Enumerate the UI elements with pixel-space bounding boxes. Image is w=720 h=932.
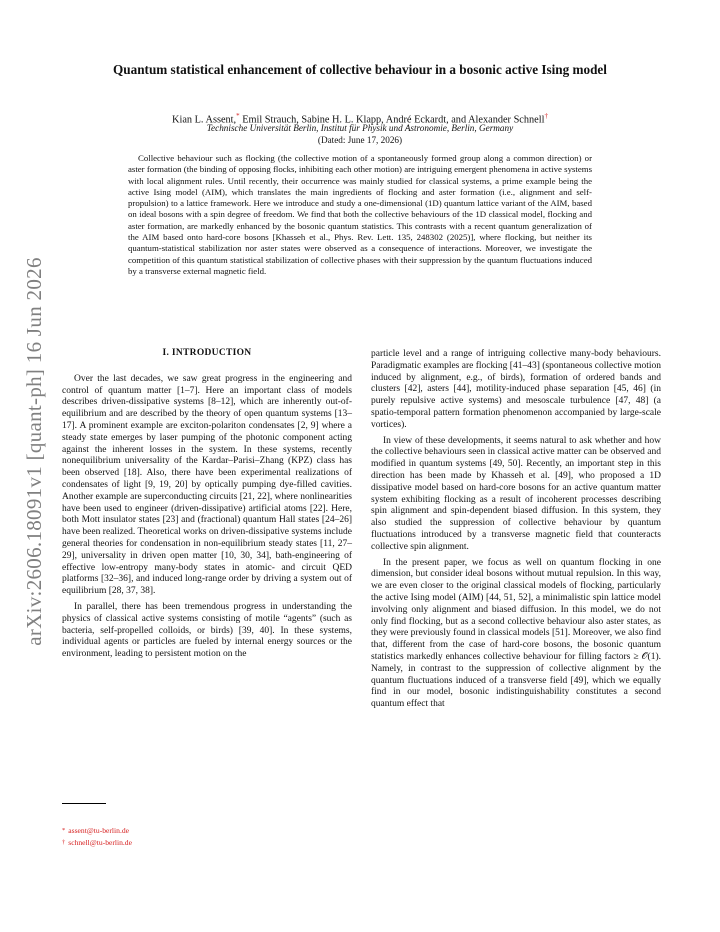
abstract: Collective behaviour such as flocking (the collective motion of a spontaneously formed group along a common direction) or aster formation (the binding of opposing flocks, inhibiting each other motion) are intriguing emergent phenomena in active systems with local alignment rules. Until recently, their occurrence was mainly studied for classical systems, a prime example being the active Ising model (AIM), which translates the main ingredients of flocking and aster formation (i.e., alignment and self-propulsion) to a lattice framework. Here we introduce and study a one-dimensional (1D) quantum lattice variant of the AIM, based on ideal bosons with a spin degree of freedom. We find that both the collective behaviours of the 1D classical model, flocking and aster formation, are markedly enhanced by the bosonic quantum statistics. This contrasts with a recent quantum generalization of the AIM based onto hard-core bosons [Khasseh et al., Phys. Rev. Lett. 135, 248302 (2025)], where flocking, but neither its quantum-statistical stabilization nor aster states were observed as a consequence of interactions. Moreover, we investigate the competition of this quantum statistical stabilization of collective phases with their suppression by the quantum fluctuations induced by a transverse external magnetic field. — [128, 153, 592, 276]
author-mark-2: † — [544, 112, 548, 120]
author-mark-1: * — [236, 112, 240, 120]
email-link[interactable]: assent@tu-berlin.de — [68, 826, 130, 835]
email-link[interactable]: schnell@tu-berlin.de — [68, 838, 132, 847]
author-rest: Emil Strauch, Sabine H. L. Klapp, André Eckardt, and Alexander Schnell — [239, 114, 545, 126]
paper-title: Quantum statistical enhancement of collective behaviour in a bosonic active Ising model — [113, 62, 607, 77]
footnote-divider — [62, 803, 106, 804]
footnote-2 — [62, 838, 132, 848]
right-column — [371, 349, 661, 715]
arxiv-identifier-text: arXiv:2606.18091v1 [quant-ph] 16 Jun 2026 — [21, 256, 46, 646]
footnote-mark: * — [62, 827, 66, 834]
left-column — [62, 344, 352, 665]
paragraph-continued: particle level and a range of intriguing collective many-body behaviours. Paradigmatic examples are flocking [41–43] (spontaneous collective motion induced by alignment, e.g., of birds), formation of ordered bands and clusters [42], asters [44], motility-induced phase separation [45, 46] (in purely repulsive active systems) and mesoscale turbulence [47, 48] (a spatio-temporal pattern formation phenomenon accompanied by large-scale vortices). — [371, 349, 661, 430]
footnote-mark: † — [62, 839, 66, 846]
arxiv-identifier — [23, 246, 45, 656]
date-line: (Dated: June 17, 2026) — [317, 135, 403, 145]
paragraph-intro-1: Over the last decades, we saw great progress in the engineering and control of quantum matter [1–7]. Here an important class of models describes driven-dissipative systems [8–12], which are inherently out-of-equilibrium and are described by the theory of open quantum systems [13–17]. A prominent example are exciton-polariton condensates [2, 9] where a steady state emerges by laser pumping of the photonic component acting against the inherent losses in the system. In these systems, recently nonequilibrium universality of the Kardar–Parisi–Zhang (KPZ) class has been observed [18]. Also, there have been experimental realizations of condensates of light [9, 19, 20] by optically pumping dye-filled cavities. Another example are superconducting circuits [21, 22], where nonlinearities have been used to engineer (driven-dissipative) artificial atoms [22]. Here, both Mott insulator states [23] and (fractional) quantum Hall states [24–26] have been realized. Theoretical works on driven-dissipative systems include general theories for condensation in non-equilibrium steady states [11, 27–29], universality in driven open matter [10, 30, 34], bath-engineering of effective low-entropy many-body states in atomic- and circuit QED platforms [32–36], and induced long-range order by driving a system out of equilibrium [28, 37, 38]. — [62, 373, 352, 597]
affiliation: Technische Universität Berlin, Institut für Physik und Astronomie, Berlin, Germany — [206, 123, 514, 133]
paragraph-intro-3: In view of these developments, it seems natural to ask whether and how the collective behaviours seen in classical active matter can be observed and modified in quantum systems [49, 50]. Recently, an important step in this direction has been made by Khasseh et al. [49], who proposed a 1D dissipative model based on hard-core bosons for an active quantum matter system exhibiting flocking as a result of incoherent processes describing spin alignment and spin-dependent biased diffusion. In this system, they also studied the suppression of collective behaviour by quantum fluctuations introduced by a transverse magnetic field that counteracts collective spin alignment. — [371, 435, 661, 552]
paragraph-intro-2: In parallel, there has been tremendous progress in understanding the physics of classical active systems consisting of motile “agents” (such as bacteria, self-propelled colloids, or birds) [39, 40]. In these systems, individual agents or particles are fueled by internal energy sources or the environment, leading to persistent motion on the — [62, 601, 352, 660]
section-heading: I. INTRODUCTION — [162, 348, 252, 358]
paragraph-intro-4: In the present paper, we focus as well on quantum flocking in one dimension, but consider ideal bosons without mutual repulsion. In this way, we are even closer to the original classical models of flocking, particularly the active Ising model (AIM) [44, 51, 52], a minimalistic spin lattice model involving only alignment and biased diffusion. In this model, we do not only find flocking, but as a second collective behaviour also aster states, as they were previously found in classical models [51]. Moreover, we also find that, different from the case of hard-core bosons, the bosonic quantum statistics markedly enhances collective behaviour for filling factors ≥ 𝒪(1). Namely, in contrast to the suppression of collective alignment by the quantum fluctuations induced of a transverse field [49], which we equally find in our model, bosonic indistinguishability constitutes a second quantum effect that — [371, 557, 661, 710]
author-first: Kian L. Assent, — [172, 114, 237, 126]
footnote-1 — [62, 826, 129, 836]
